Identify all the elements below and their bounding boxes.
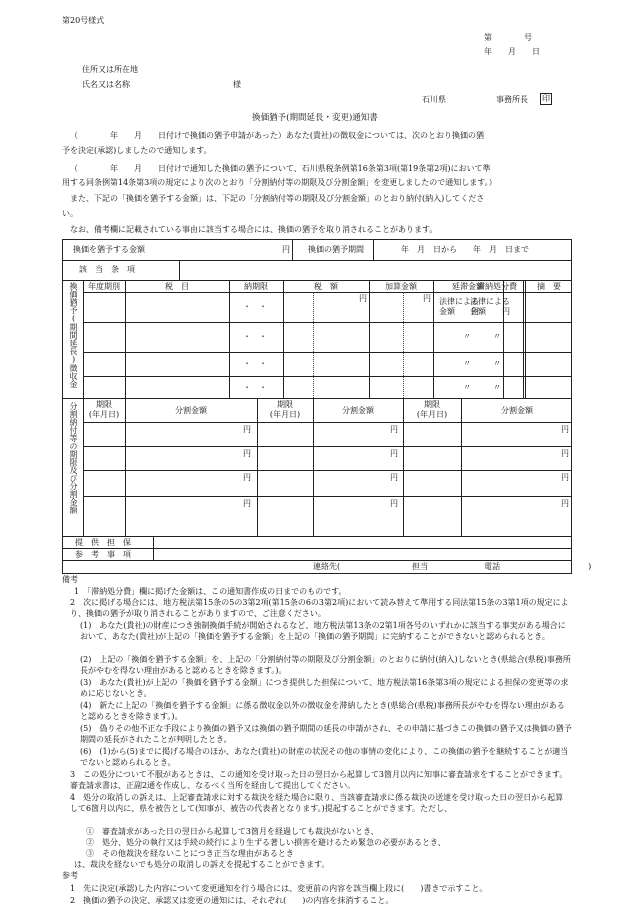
header-additional: 加算金額: [385, 282, 417, 291]
due-date-dots-3: ・ ・: [243, 359, 267, 368]
remark-2-6: (6) (1)から(5)までに掲げる場合のほか、あなた(貴社)の財産の状況その他の事情の変化により、この換価の猶予を継続することが適当でないと認められるとき。: [80, 747, 569, 767]
inst-yen-r3c2: 円: [390, 473, 398, 482]
deferral-table: [62, 239, 592, 574]
installment-side-label: 分割納付等の期限及び分割金額: [69, 402, 78, 514]
remark-4-3: ③ その他裁決を経ないことにつき正当な理由があるとき: [86, 849, 294, 858]
remark-4: 4 処分の取消しの訴えは、上記審査請求に対する裁決を経た場合に限り、当該審査請求に係る裁決の送達を受け取った日の翌日から起算して6箇月以内に、県を被告として(知事が、被告の代表者となります。)提起することができます。ただし、: [70, 793, 564, 813]
amount-yen: 円: [282, 245, 290, 254]
paragraph-3a: また、下記の「換価を猶予する金額」は、下記の「分割納付等の期限及び分割金額」のとおり納付(納入)してくださ: [70, 194, 485, 203]
law-fee-a-1: 法律による: [470, 297, 510, 306]
inst-yen-r2c3: 円: [561, 449, 569, 458]
remark-4-2: ② 処分、処分の執行又は手続の続行により生ずる著しい損害を避けるため緊急の必要があるとき、: [86, 838, 446, 847]
clause-label: 該 当 条 項: [79, 265, 135, 274]
inst-amount-h-2: 分割金額: [342, 406, 374, 415]
remark-2: 2 次に掲げる場合には、地方税法第15条の5の3第2項(第15条の6の3第2項)において読み替えて準用する同法第15条の3第1項の規定により、換価の猶予が取り消されることがありますので、ご注意ください。: [70, 598, 569, 618]
inst-period-a-2: 期限: [277, 400, 293, 409]
inst-yen-r1c2: 円: [390, 425, 398, 434]
remarks-title: 備考: [62, 575, 78, 584]
remark-2-1: (1) あなた(貴社)の財産につき強制換価手続が開始されるなど、地方税法第13条の2第1項各号のいずれかに該当する事実がある場合において、あなた(貴社)が上記の「換価を猶予する金額」を上記の「換価の猶予期間」に完納することができないと認められるとき。: [80, 621, 566, 641]
header-remarks: 摘 要: [537, 282, 561, 291]
date-line: 年 月 日: [484, 47, 540, 56]
issuer-office: 事務所長: [496, 95, 528, 104]
due-date-dots-1: ・ ・: [243, 302, 267, 311]
remark-2-3: (3) あなた(貴社)が上記の「換価を猶予する金額」につき提供した担保について、地方税法第16条第3項の規定による担保の変更等の求めに応じないとき。: [80, 678, 569, 698]
remark-2-5: (5) 偽りその他不正な手段により換価の猶予又は換価の猶予期間の延長の申請がされ、その申請に基づきこの換価の猶予又は換価の猶予期間の延長がされたことが判明したとき。: [80, 724, 572, 744]
ditto-fee-2: 〃: [493, 332, 501, 341]
remark-2-2: (2) 上記の「換価を猶予する金額」を、上記の「分割納付等の期限及び分割金額」のとおりに納付(納入)しないとき(県総合(県税)事務所長がやむを得ない理由があると認めるときを除きます。)。: [80, 655, 571, 675]
inst-period-b-1: (年月日): [88, 410, 120, 419]
remark-2-4: (4) 新たに上記の「換価を猶予する金額」に係る徴収金以外の徴収金を滞納したとき(県総合(県税)事務所長がやむを得ない理由があると認めるときを除きます。)。: [80, 701, 565, 721]
paragraph-1b: 予を決定(承認)しましたので通知します。: [62, 146, 212, 155]
inst-yen-r4c1: 円: [243, 499, 251, 508]
header-delinquent: 延滞金額: [452, 282, 484, 291]
inst-yen-r1c3: 円: [561, 425, 569, 434]
tax-yen-1: 円: [359, 294, 367, 303]
inst-yen-r4c2: 円: [390, 499, 398, 508]
inst-yen-r3c1: 円: [243, 473, 251, 482]
contact-line: 連絡先( 担当 電話 ): [313, 562, 592, 571]
law-amount-a-1: 法律による: [439, 297, 479, 306]
remark-1: 1 「滞納処分費」欄に掲げた金額は、この通知書作成の日までのものです。: [74, 587, 347, 596]
remark-3: 3 この処分について不服があるときは、この通知を受け取った日の翌日から起算して3箇月以内に知事に審査請求をすることができます。審査請求書は、正副2通を作成し、なるべく当所を経由して提出してください。: [70, 770, 568, 790]
reference-label: 参 考 事 項: [75, 550, 131, 559]
ditto-fee-3: 〃: [493, 359, 501, 368]
paragraph-3b: い。: [62, 209, 78, 218]
inst-yen-r3c3: 円: [561, 473, 569, 482]
paragraph-1a: （ 年 月 日付けで換価の猶予申請があった）あなた(貴社)の徴収金については、次のとおり換価の猶: [70, 131, 484, 140]
reference-2: 2 換価の猶予の決定、承認又は変更の通知には、それぞれ( )の内容を抹消すること。: [70, 896, 394, 905]
due-date-dots-4: ・ ・: [243, 383, 267, 392]
inst-yen-r1c1: 円: [243, 425, 251, 434]
issuer-prefecture: 石川県: [422, 95, 446, 104]
document-title: 換価猶予(期間延長・変更)通知書: [252, 113, 378, 123]
inst-period-b-2: (年月日): [269, 410, 301, 419]
inst-yen-r2c1: 円: [243, 449, 251, 458]
collateral-label: 提 供 担 保: [75, 538, 131, 547]
inst-period-a-1: 期限: [96, 400, 112, 409]
seal-box: 印: [542, 94, 550, 103]
remark-4-tail: は、裁決を経ないでも処分の取消しの訴えを提起することができます。: [74, 860, 330, 869]
paragraph-4: なお、備考欄に記載されている事由に該当する場合には、換価の猶予を取り消されることがあります。: [70, 225, 438, 234]
inst-yen-r2c2: 円: [390, 449, 398, 458]
law-fee-b-1: 金額 円: [470, 307, 510, 316]
header-tax-item: 税 目: [165, 282, 189, 291]
due-date-dots-2: ・ ・: [243, 332, 267, 341]
header-due-date: 納期限: [244, 282, 268, 291]
inst-amount-h-3: 分割金額: [501, 406, 533, 415]
inst-amount-h-1: 分割金額: [175, 406, 207, 415]
ditto-delinquent-4: 〃: [463, 383, 471, 392]
paragraph-2b: 用する同条例第14条第3項の規定により次のとおり「分割納付等の期限及び分割金額」を変更しましたので通知します。）: [62, 178, 497, 187]
document-number-line: 第 号: [484, 33, 532, 42]
period-value: 年 月 日から 年 月 日まで: [401, 245, 529, 254]
paragraph-2a: （ 年 月 日付けで通知した換価の猶予について、石川県税条例第16条第3項(第19条第2項)において準: [70, 164, 491, 173]
inst-period-b-3: (年月日): [416, 410, 448, 419]
reference-1: 1 先に決定(承認)した内容について変更通知を行う場合には、変更前の内容を該当欄上段に( )書きで示すこと。: [70, 884, 488, 893]
ditto-delinquent-2: 〃: [463, 332, 471, 341]
inst-yen-r4c3: 円: [561, 499, 569, 508]
form-number: 第20号様式: [62, 16, 105, 25]
ditto-fee-4: 〃: [493, 383, 501, 392]
reference-title: 参考: [62, 871, 78, 880]
law-amount-b-1: 金額 円: [439, 307, 479, 316]
additional-yen-1: 円: [423, 294, 431, 303]
address-label: 住所又は所在地: [82, 65, 138, 74]
remark-4-1: ① 審査請求があった日の翌日から起算して3箇月を経過しても裁決がないとき、: [86, 827, 379, 836]
header-year-period: 年度期別: [88, 282, 120, 291]
period-label: 換価の猶予期間: [308, 245, 364, 254]
ditto-delinquent-3: 〃: [463, 359, 471, 368]
header-disposition-fee: 滞納処分費: [477, 282, 517, 291]
name-label: 氏名又は名称: [82, 80, 130, 89]
deferral-side-label: 換価猶予(期間延長)徴収金: [69, 282, 78, 388]
header-tax-amount: 税 額: [314, 282, 338, 291]
sama-suffix: 様: [233, 80, 241, 89]
inst-period-a-3: 期限: [424, 400, 440, 409]
amount-label: 換価を猶予する金額: [73, 245, 145, 254]
